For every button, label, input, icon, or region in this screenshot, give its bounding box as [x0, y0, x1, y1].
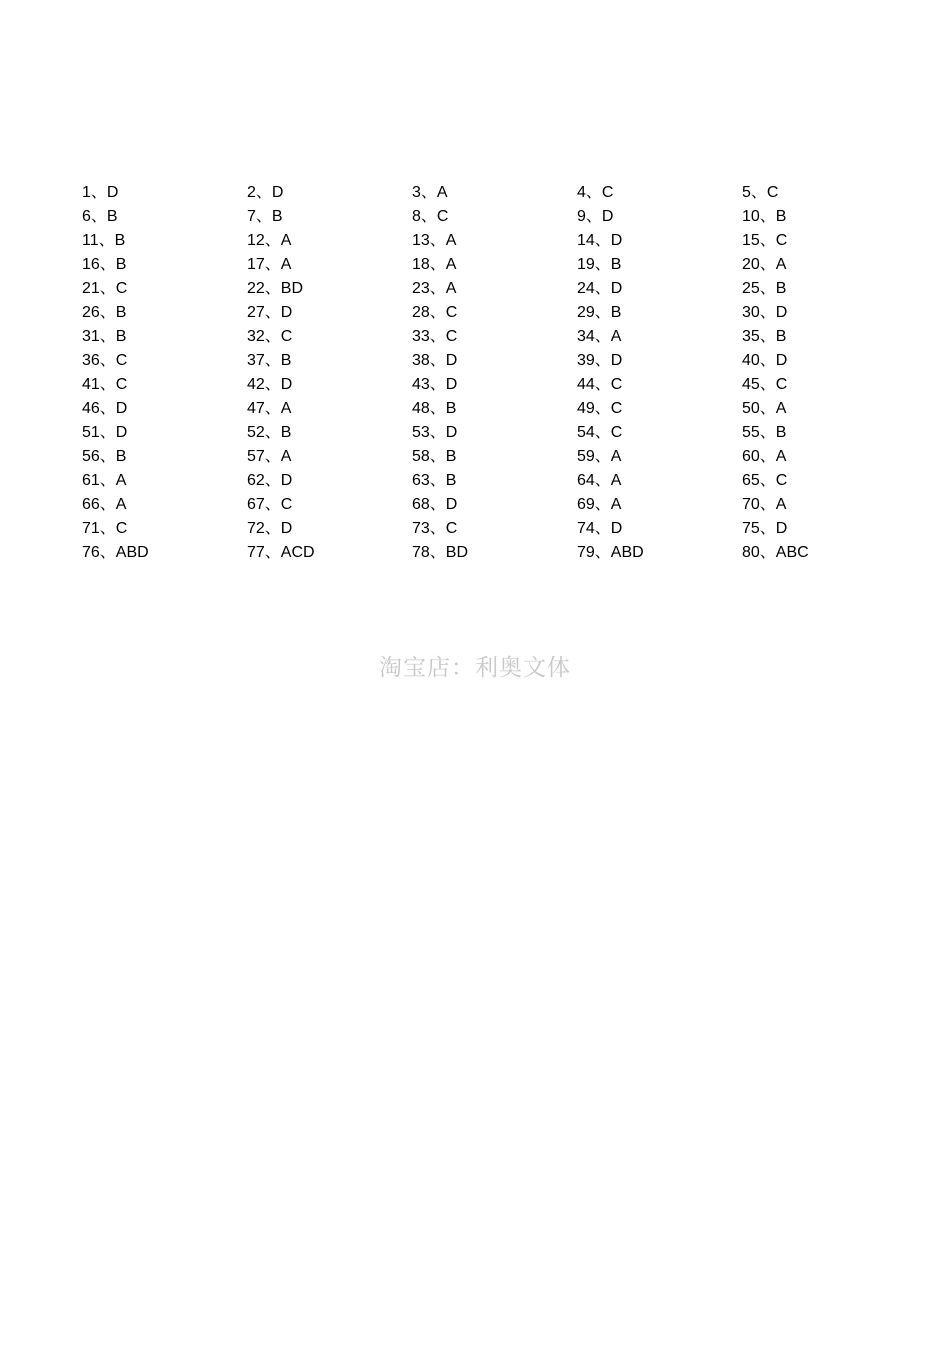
- answer-item: 61、A: [82, 472, 127, 489]
- answer-item: 69、A: [577, 496, 622, 513]
- answer-item: 62、D: [247, 472, 293, 489]
- answer-item: 50、A: [742, 400, 787, 417]
- answer-item: 17、A: [247, 256, 292, 273]
- answer-item: 80、ABC: [742, 544, 809, 561]
- answer-item: 51、D: [82, 424, 128, 441]
- answer-item: 58、B: [412, 448, 457, 465]
- answer-item: 65、C: [742, 472, 788, 489]
- answer-item: 59、A: [577, 448, 622, 465]
- answer-item: 73、C: [412, 520, 458, 537]
- answer-item: 48、B: [412, 400, 457, 417]
- answer-item: 11、B: [82, 232, 126, 249]
- answer-item: 9、D: [577, 208, 614, 225]
- answer-item: 43、D: [412, 376, 458, 393]
- answer-item: 1、D: [82, 184, 119, 201]
- answer-item: 47、A: [247, 400, 292, 417]
- answer-item: 44、C: [577, 376, 623, 393]
- answer-key-grid: [82, 181, 922, 565]
- answer-item: 54、C: [577, 424, 623, 441]
- answer-item: 38、D: [412, 352, 458, 369]
- answer-item: 20、A: [742, 256, 787, 273]
- answer-item: 67、C: [247, 496, 293, 513]
- answer-item: 75、D: [742, 520, 788, 537]
- answer-item: 52、B: [247, 424, 292, 441]
- answer-item: 42、D: [247, 376, 293, 393]
- answer-item: 3、A: [412, 184, 448, 201]
- answer-item: 21、C: [82, 280, 128, 297]
- answer-item: 23、A: [412, 280, 457, 297]
- answer-item: 27、D: [247, 304, 293, 321]
- answer-item: 37、B: [247, 352, 292, 369]
- answer-item: 45、C: [742, 376, 788, 393]
- answer-item: 63、B: [412, 472, 457, 489]
- answer-item: 5、C: [742, 184, 779, 201]
- answer-item: 35、B: [742, 328, 787, 345]
- answer-item: 60、A: [742, 448, 787, 465]
- answer-item: 66、A: [82, 496, 127, 513]
- watermark: 淘宝店：利奥文体: [379, 655, 571, 681]
- answer-item: 39、D: [577, 352, 623, 369]
- answer-item: 74、D: [577, 520, 623, 537]
- answer-item: 53、D: [412, 424, 458, 441]
- answer-item: 76、ABD: [82, 544, 149, 561]
- answer-item: 15、C: [742, 232, 788, 249]
- answer-item: 31、B: [82, 328, 127, 345]
- answer-item: 18、A: [412, 256, 457, 273]
- answer-item: 6、B: [82, 208, 118, 225]
- answer-item: 26、B: [82, 304, 127, 321]
- answer-item: 34、A: [577, 328, 622, 345]
- answer-item: 29、B: [577, 304, 622, 321]
- answer-item: 49、C: [577, 400, 623, 417]
- answer-item: 55、B: [742, 424, 787, 441]
- answer-item: 7、B: [247, 208, 283, 225]
- answer-item: 71、C: [82, 520, 128, 537]
- answer-item: 14、D: [577, 232, 623, 249]
- answer-item: 68、D: [412, 496, 458, 513]
- answer-item: 19、B: [577, 256, 622, 273]
- answer-item: 8、C: [412, 208, 449, 225]
- answer-item: 10、B: [742, 208, 787, 225]
- answer-item: 2、D: [247, 184, 284, 201]
- answer-item: 57、A: [247, 448, 292, 465]
- answer-item: 16、B: [82, 256, 127, 273]
- answer-item: 13、A: [412, 232, 457, 249]
- answer-item: 33、C: [412, 328, 458, 345]
- answer-item: 32、C: [247, 328, 293, 345]
- answer-item: 28、C: [412, 304, 458, 321]
- answer-item: 72、D: [247, 520, 293, 537]
- answer-item: 46、D: [82, 400, 128, 417]
- answer-item: 78、BD: [412, 544, 469, 561]
- answer-item: 4、C: [577, 184, 614, 201]
- answer-item: 77、ACD: [247, 544, 315, 561]
- answer-item: 56、B: [82, 448, 127, 465]
- answer-item: 12、A: [247, 232, 292, 249]
- answer-item: 64、A: [577, 472, 622, 489]
- answer-item: 22、BD: [247, 280, 304, 297]
- answer-item: 24、D: [577, 280, 623, 297]
- answer-item: 40、D: [742, 352, 788, 369]
- answer-item: 70、A: [742, 496, 787, 513]
- answer-item: 36、C: [82, 352, 128, 369]
- answer-item: 30、D: [742, 304, 788, 321]
- answer-item: 41、C: [82, 376, 128, 393]
- answer-item: 25、B: [742, 280, 787, 297]
- answer-item: 79、ABD: [577, 544, 644, 561]
